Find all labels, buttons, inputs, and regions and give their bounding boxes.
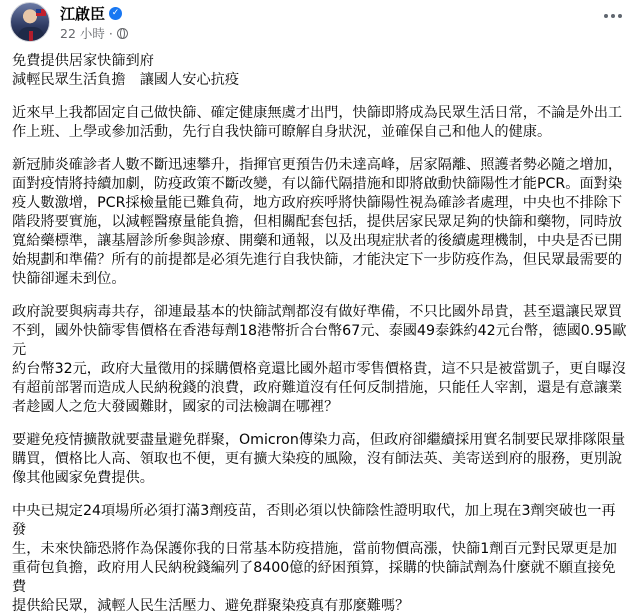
text-line: 不到，國外快篩零售價格在香港每劑18港幣折合台幣67元、泰國49泰銖約42元台幣，德國0.95歐元 <box>12 323 627 358</box>
text-line: 快篩卻遲未到位。 <box>12 271 126 287</box>
verified-badge-icon: ✓ <box>109 7 122 20</box>
text-line: 疫人數激增，PCR採檢量能已難負荷，地方政府疾呼將快篩陽性視為確診者處理，中央也不排除下 <box>12 195 623 211</box>
more-options-button[interactable] <box>598 4 628 28</box>
text-line: 提供給民眾，減輕人民生活壓力、避免群聚染疫真有那麼難嗎？ <box>12 598 410 614</box>
author-name[interactable]: 江啟臣 <box>60 4 106 23</box>
dot-icon <box>604 14 608 18</box>
post-body <box>12 52 628 616</box>
text-line: 像其他國家免費提供。 <box>12 470 154 486</box>
post-paragraph <box>12 104 628 142</box>
text-line: 面對疫情將持續加劇，防疫政策不斷改變，有以篩代隔措施和即將啟動快篩陽性才能PCR。面對染 <box>12 176 623 192</box>
post-timestamp[interactable]: 22 小時 <box>60 26 105 41</box>
author-avatar[interactable] <box>10 2 50 42</box>
globe-icon[interactable] <box>117 28 128 39</box>
text-line: 購買，價格比人高、領取也不便，更有擴大染疫的風險，沒有師法英、美寄送到府的服務，更別說 <box>12 451 623 467</box>
text-line: 免費提供居家快篩到府 <box>12 53 154 69</box>
avatar-tie <box>29 31 33 41</box>
meta-separator: · <box>108 25 113 41</box>
post-paragraph <box>12 502 628 616</box>
flag-pin-icon <box>36 9 46 16</box>
text-line: 近來早上我都固定自己做快篩、確定健康無虞才出門，快篩即將成為民眾生活日常，不論是外出工 <box>12 105 623 121</box>
dot-icon <box>618 14 622 18</box>
text-line: 有超前部署而造成人民納稅錢的浪費，政府難道沒有任何反制措施，只能任人宰割，還是有意讓業 <box>12 380 623 396</box>
post-paragraph <box>12 431 628 488</box>
post-paragraph <box>12 52 628 90</box>
post-header <box>10 2 630 52</box>
text-line: 始規劃和準備？所有的前提都是必須先進行自我快篩，才能決定下一步防疫作為，但民眾最需要的 <box>12 252 623 268</box>
text-line: 階段將要實施，以減輕醫療量能負擔，但相關配套包括，提供居家民眾足夠的快篩和藥物，同時放 <box>12 214 623 230</box>
post-paragraph <box>12 156 628 289</box>
text-line: 約台幣32元，政府大量徵用的採購價格竟還比國外超市零售價格貴，這不只是被當凱子，更自曝沒 <box>12 361 626 377</box>
post-paragraph <box>12 303 628 417</box>
text-line: 寬給藥標準，讓基層診所參與診療、開藥和通報，以及出現症狀者的後續處理機制，中央是否已開 <box>12 233 623 249</box>
text-line: 者趁國人之危大發國難財，國家的司法檢調在哪裡？ <box>12 399 339 415</box>
text-line: 要避免疫情擴散就要盡量避免群聚，Omicron傳染力高，但政府卻繼續採用實名制要民眾排隊限量 <box>12 432 626 448</box>
text-line: 減輕民眾生活負擔 讓國人安心抗疫 <box>12 72 240 88</box>
text-line: 重荷包負擔，政府用人民納稅錢編列了8400億的紓困預算，採購的快篩試劑為什麼就不願直接免費 <box>12 560 616 595</box>
text-line: 中央已規定24項場所必須打滿3劑疫苗，否則必須以快篩陰性證明取代，加上現在3劑突破也一再發 <box>12 503 616 538</box>
dot-icon <box>611 14 615 18</box>
text-line: 作上班、上學或參加活動，先行自我快篩可瞭解自身狀況，並確保自己和他人的健康。 <box>12 124 552 140</box>
author-name-row <box>60 2 122 24</box>
text-line: 生，未來快篩恐將作為保護你我的日常基本防疫措施，當前物價高漲，快篩1劑百元對民眾更是加 <box>12 541 617 557</box>
text-line: 政府說要與病毒共存，卻連最基本的快篩試劑都沒有做好準備，不只比國外昂貴，甚至還讓民眾買 <box>12 304 623 320</box>
post-meta <box>60 24 128 42</box>
text-line: 新冠肺炎確診者人數不斷迅速攀升，指揮官更預告仍未達高峰，居家隔離、照護者勢必隨之增加， <box>12 157 623 173</box>
